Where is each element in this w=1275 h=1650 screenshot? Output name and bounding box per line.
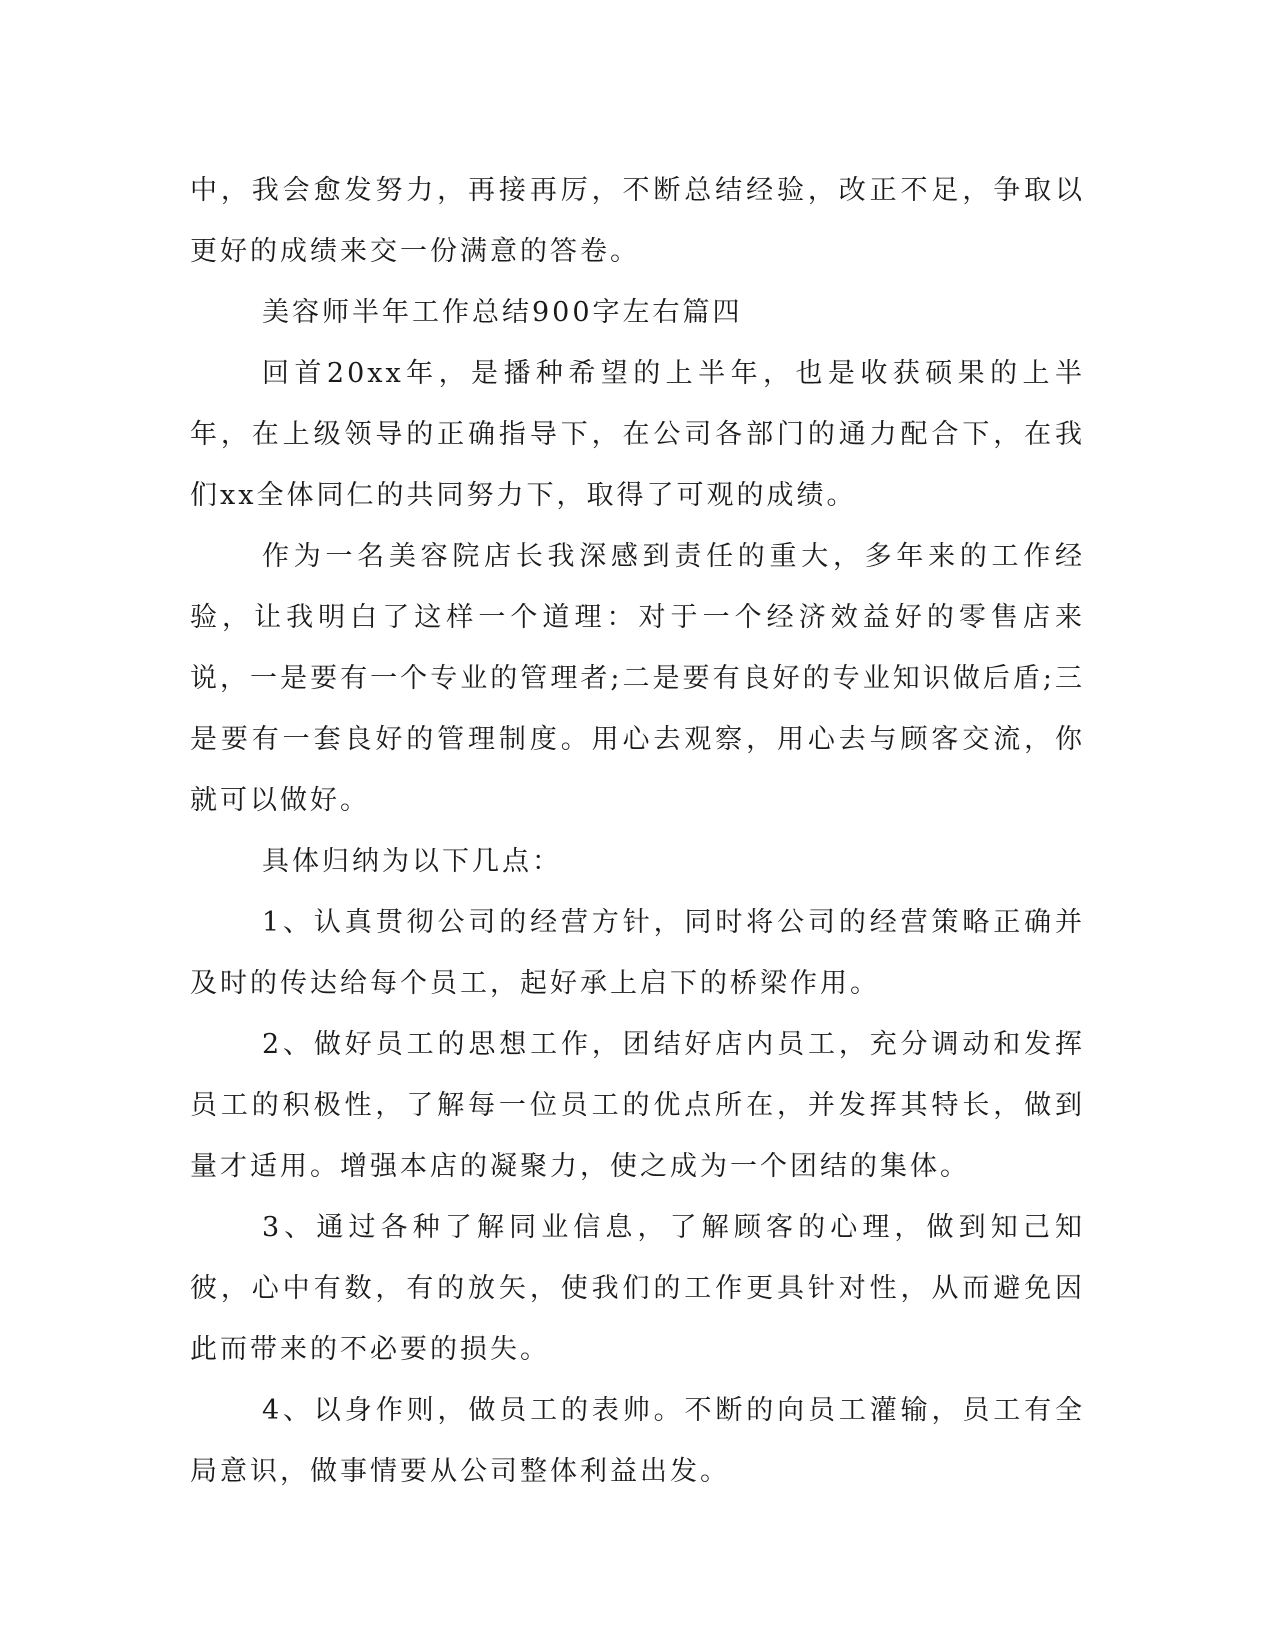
paragraph-summary-lead: 具体归纳为以下几点： [262,846,562,877]
document-body [190,160,1085,1502]
list-item-1: 1、认真贯彻公司的经营方针，同时将公司的经营策略正确并及时的传达给每个员工，起好承上启下的桥梁作用。 [190,907,1085,999]
section-heading: 美容师半年工作总结900字左右篇四 [262,297,743,328]
paragraph-intro: 回首20xx年，是播种希望的上半年，也是收获硕果的上半年，在上级领导的正确指导下，在公司各部门的通力配合下，在我们xx全体同仁的共同努力下，取得了可观的成绩。 [190,358,1085,511]
paragraph-manager-role: 作为一名美容院店长我深感到责任的重大，多年来的工作经验，让我明白了这样一个道理：对于一个经济效益好的零售店来说，一是要有一个专业的管理者;二是要有良好的专业知识做后盾;三是要有一套良好的管理制度。用心去观察，用心去与顾客交流，你就可以做好。 [190,541,1085,816]
paragraph-continuation: 中，我会愈发努力，再接再厉，不断总结经验，改正不足，争取以更好的成绩来交一份满意的答卷。 [190,175,1085,267]
list-item-2: 2、做好员工的思想工作，团结好店内员工，充分调动和发挥员工的积极性，了解每一位员工的优点所在，并发挥其特长，做到量才适用。增强本店的凝聚力，使之成为一个团结的集体。 [190,1029,1085,1182]
list-item-4: 4、以身作则，做员工的表帅。不断的向员工灌输，员工有全局意识，做事情要从公司整体利益出发。 [190,1395,1085,1487]
list-item-3: 3、通过各种了解同业信息，了解顾客的心理，做到知己知彼，心中有数，有的放矢，使我们的工作更具针对性，从而避免因此而带来的不必要的损失。 [190,1212,1085,1365]
